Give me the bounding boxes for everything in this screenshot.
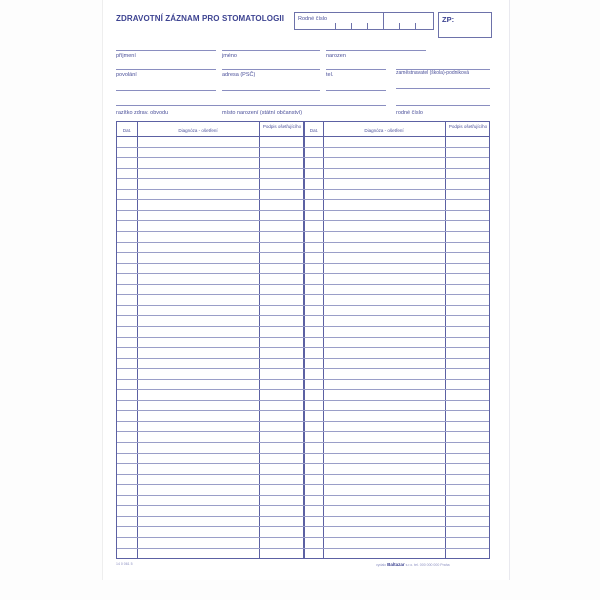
row-rule (117, 210, 489, 211)
header-signature-1: Podpis ošetřujícího (262, 124, 302, 129)
prijmeni-label: příjmení (116, 53, 136, 59)
row-rule (117, 242, 489, 243)
row-rule (117, 263, 489, 264)
prijmeni-line[interactable] (116, 50, 216, 51)
row-rule (117, 400, 489, 401)
row-rule (117, 442, 489, 443)
row4-line[interactable] (116, 105, 386, 106)
row-rule (117, 294, 489, 295)
row-rule (117, 305, 489, 306)
form-code: 14 0 061 5 (116, 562, 133, 566)
row-rule (117, 368, 489, 369)
adresa-line[interactable] (222, 69, 320, 70)
row-rule (117, 220, 489, 221)
tel-line[interactable] (326, 69, 386, 70)
razitko-label: razítko zdrav. obvodu (116, 110, 169, 116)
rodne-cislo-label: rodné číslo (396, 110, 423, 116)
row3-line-right[interactable] (396, 88, 490, 89)
rc-slash-divider (383, 13, 384, 29)
rc-digit-divider (351, 23, 352, 29)
publisher-prefix: vydalo (376, 563, 387, 567)
column-divider (323, 122, 324, 558)
row-rule (117, 273, 489, 274)
tel-label: tel. (326, 72, 334, 78)
row-rule (117, 410, 489, 411)
povolani-label: povolání (116, 72, 137, 78)
jmeno-label: jméno (222, 53, 237, 59)
row-rule (117, 252, 489, 253)
column-divider (137, 122, 138, 558)
narozen-line[interactable] (326, 50, 426, 51)
column-divider (445, 122, 446, 558)
row-rule (117, 516, 489, 517)
record-grid[interactable] (116, 121, 490, 559)
row-rule (117, 157, 489, 158)
zp-box[interactable] (438, 12, 492, 38)
narozen-label: narozen (326, 53, 346, 59)
rc-digit-divider (399, 23, 400, 29)
rc-digit-divider (415, 23, 416, 29)
publisher-brand: Baltazar (387, 562, 405, 567)
povolani-line[interactable] (116, 69, 216, 70)
row-rule (117, 505, 489, 506)
form-title: ZDRAVOTNÍ ZÁZNAM PRO STOMATOLOGII (116, 14, 285, 23)
row3-line-tel[interactable] (326, 90, 386, 91)
row-rule (117, 463, 489, 464)
row-rule (117, 231, 489, 232)
row-rule (117, 147, 489, 148)
row3-line-left[interactable] (116, 90, 216, 91)
row-rule (117, 358, 489, 359)
rc-digit-divider (367, 23, 368, 29)
rodne-cislo-box-label: Rodné číslo (298, 16, 328, 22)
row3-line-middle[interactable] (222, 90, 320, 91)
header-date-2: Dat. (309, 128, 319, 133)
header-divider (117, 136, 489, 137)
row-rule (117, 495, 489, 496)
rodne-cislo-line[interactable] (396, 105, 490, 106)
rodne-cislo-box[interactable] (294, 12, 434, 30)
rc-digit-divider (335, 23, 336, 29)
header-diagnosis-2: Diagnóza - ošetření (364, 128, 404, 133)
header-diagnosis-1: Diagnóza - ošetření (178, 128, 218, 133)
column-divider-center (303, 122, 305, 558)
header-signature-2: Podpis ošetřujícího (448, 124, 488, 129)
column-divider (259, 122, 260, 558)
row-rule (117, 168, 489, 169)
publisher-note (376, 562, 450, 567)
row-rule (117, 379, 489, 380)
row-rule (117, 474, 489, 475)
jmeno-line[interactable] (222, 50, 320, 51)
row-rule (117, 347, 489, 348)
row-rule (117, 284, 489, 285)
row-rule (117, 526, 489, 527)
adresa-label: adresa (PSČ) (222, 72, 256, 78)
zp-label: ZP: (442, 15, 455, 24)
row-rule (117, 178, 489, 179)
row-rule (117, 199, 489, 200)
row-rule (117, 326, 489, 327)
row-rule (117, 453, 489, 454)
row-rule (117, 537, 489, 538)
zamestnavatel-label: zaměstnavatel (škola)-podniková (396, 70, 470, 76)
row-rule (117, 189, 489, 190)
row-rule (117, 389, 489, 390)
row-rule (117, 421, 489, 422)
row-rule (117, 431, 489, 432)
row-rule (117, 484, 489, 485)
row-rule (117, 337, 489, 338)
row-rule (117, 315, 489, 316)
publisher-suffix: s.r.o. tel. 000 000 000 Praha (405, 563, 450, 567)
header-date-1: Dat. (122, 128, 132, 133)
misto-narozeni-label: místo narození (státní občanství) (222, 110, 303, 116)
row-rule (117, 548, 489, 549)
